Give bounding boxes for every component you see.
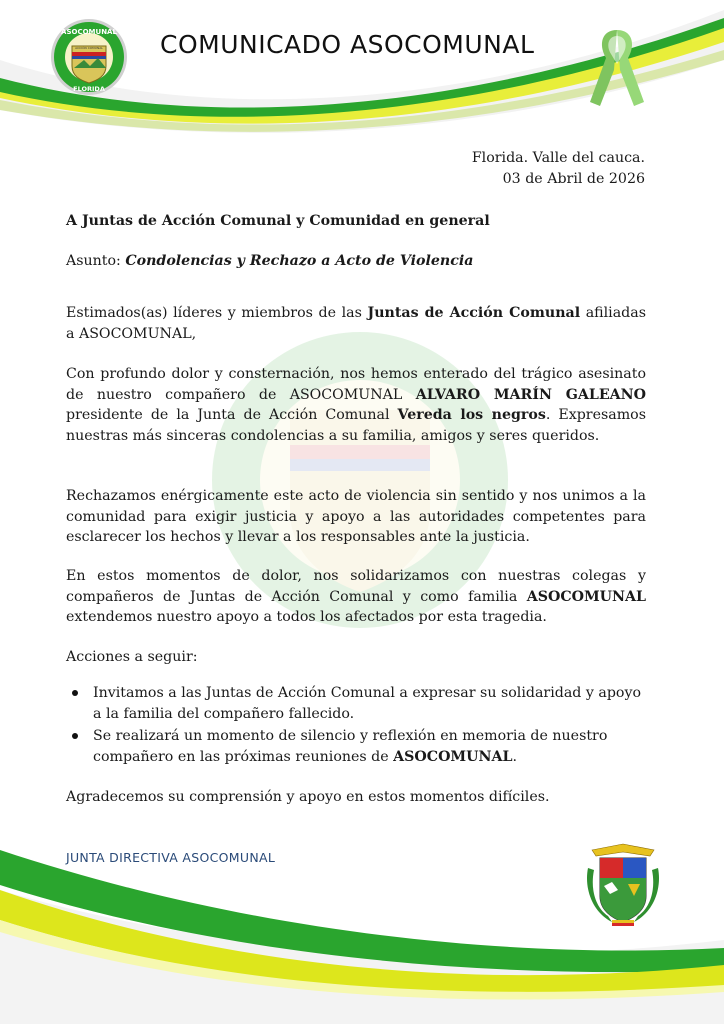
municipal-crest bbox=[582, 838, 664, 928]
action-item-1-text: Invitamos a las Juntas de Acción Comunal a expresar su solidaridad y apoyo a la familia del compañero fallecido. bbox=[93, 685, 642, 722]
list-item bbox=[66, 683, 646, 724]
dateline-date: 03 de Abril de 2026 bbox=[502, 171, 645, 187]
p4-text-c: extendemos nuestro apoyo a todos los afectados por esta tragedia. bbox=[66, 609, 547, 626]
bullet-icon bbox=[72, 733, 78, 739]
subject-label: Asunto: bbox=[66, 253, 126, 269]
p2-bold-vereda: Vereda los negros bbox=[397, 407, 546, 424]
action-item-2-bold: ASOCOMUNAL bbox=[393, 748, 513, 765]
p1-text-a: Estimados(as) líderes y miembros de las bbox=[66, 305, 368, 321]
p4-text-a: En estos momentos de dolor, nos solidarizamos con nuestras colegas y compañeros de Juntas de Acción Comunal y como familia bbox=[66, 568, 646, 605]
paragraph-rejection: Rechazamos enérgicamente este acto de violencia sin sentido y nos unimos a la comunidad para exigir justicia y apoyo a las autoridades competentes para esclarecer los hechos y llevar a los responsables ante la justicia. bbox=[66, 488, 646, 546]
subject-line bbox=[66, 251, 646, 272]
page-title: COMUNICADO ASOCOMUNAL bbox=[160, 30, 535, 59]
logo-bottom-text: FLORIDA bbox=[73, 85, 105, 93]
recipient-line: A Juntas de Acción Comunal y Comunidad en general bbox=[66, 213, 490, 229]
subject-text: Condolencias y Rechazo a Acto de Violencia bbox=[125, 253, 474, 269]
dateline-place: Florida. Valle del cauca. bbox=[471, 150, 645, 166]
paragraph-solidarity bbox=[66, 566, 646, 628]
paragraph-condolences bbox=[66, 364, 646, 446]
signature-line: JUNTA DIRECTIVA ASOCOMUNAL bbox=[66, 850, 276, 865]
p4-bold-asocomunal: ASOCOMUNAL bbox=[526, 588, 646, 605]
asocomunal-logo bbox=[50, 18, 128, 96]
bullet-icon bbox=[72, 690, 78, 696]
p2-text-c: presidente de la Junta de Acción Comunal bbox=[66, 407, 398, 424]
p2-text-e: . Expresamos nuestras más sinceras condolencias a su familia, amigos y seres queridos. bbox=[66, 407, 646, 444]
logo-inner-text: ACCIÓN COMUNAL bbox=[75, 46, 103, 50]
list-item bbox=[66, 726, 646, 767]
paragraph-greeting bbox=[66, 303, 646, 344]
action-item-2-text-c: . bbox=[512, 748, 517, 765]
p1-bold-juntas: Juntas de Acción Comunal bbox=[367, 305, 581, 321]
action-item-2-text-a: Se realizará un momento de silencio y reflexión en memoria de nuestro compañero en las próximas reuniones de bbox=[93, 728, 608, 765]
actions-label: Acciones a seguir: bbox=[66, 649, 198, 665]
p1-text-c: afiliadas a ASOCOMUNAL, bbox=[66, 305, 646, 342]
p2-bold-name: ALVARO MARÍN GALEANO bbox=[415, 386, 646, 403]
closing-line: Agradecemos su comprensión y apoyo en estos momentos difíciles. bbox=[66, 789, 550, 805]
actions-list bbox=[66, 683, 646, 769]
p2-text-a: Con profundo dolor y consternación, nos hemos enterado del trágico asesinato de nuestro compañero de ASOCOMUNAL bbox=[66, 366, 646, 403]
mourning-ribbon-icon bbox=[584, 22, 650, 110]
logo-top-text: ASOCOMUNAL bbox=[61, 28, 117, 36]
